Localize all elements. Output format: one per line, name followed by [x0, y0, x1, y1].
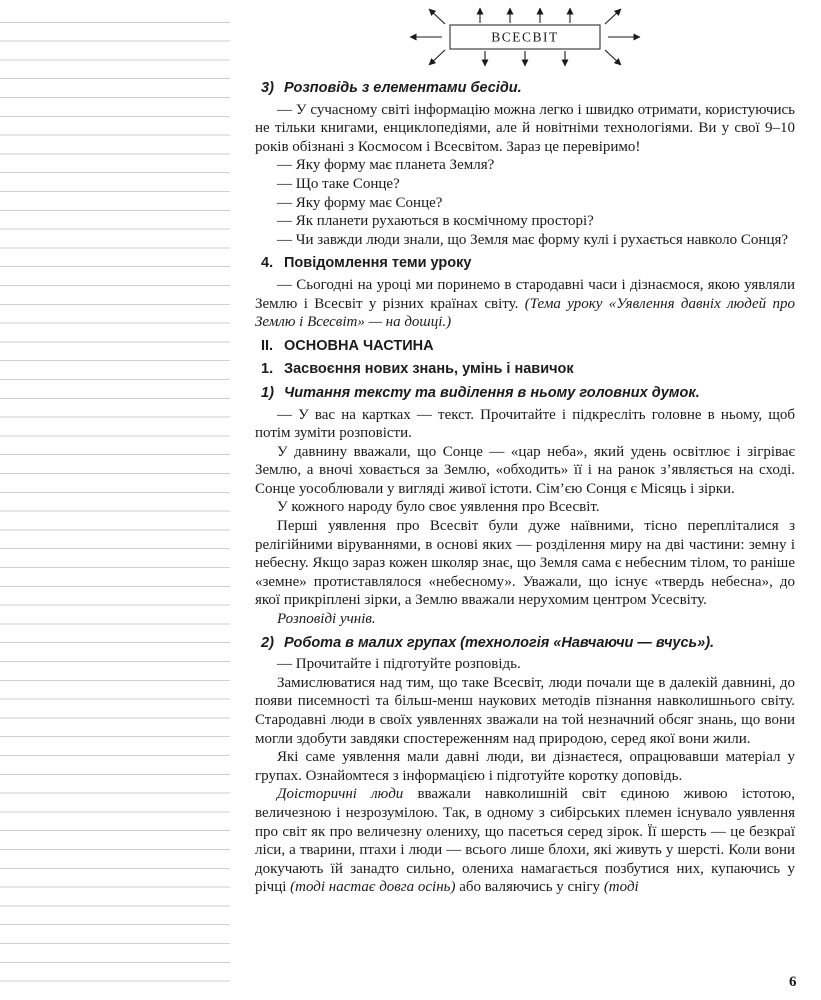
paragraph: У кожного народу було своє уявлення про Всесвіт. — [277, 499, 600, 516]
heading-number: 1) — [261, 384, 274, 401]
question-line: — Чи завжди люди знали, що Земля має форму кулі і рухається навколо Сонця? — [277, 231, 789, 248]
paragraph: — Прочитайте і підготуйте розповідь. — [277, 656, 521, 673]
section-heading — [261, 384, 795, 403]
diagram-label: ВСЕСВІТ — [491, 29, 559, 45]
page-content — [255, 0, 795, 897]
arrow-up-right-icon — [605, 9, 621, 24]
section-heading — [261, 254, 795, 273]
notebook-margin-lines — [0, 4, 230, 996]
paragraph: — У вас на картках — текст. Прочитайте і підкресліть головне в ньому, щоб потім зуміти розповісти. — [255, 406, 795, 442]
text-run: вважали навколишній світ єдиною живою істотою, величезною і незрозумілою. Так, в одному з сибірських племен існувало уявлення про світ як про величезну олениху, що пасеться серед зірок. Її шерсть — це безкраї ліси, а тварини, птахи і люди — всього лише блохи, які живуть у шерсті. Коли вони докучають їй занадто сильно, олениха намагається позбутися них, купаючись у річці — [255, 786, 795, 896]
heading-number: 2) — [261, 634, 274, 651]
arrow-down-left-icon — [429, 50, 445, 65]
paragraph-italic: Розповіді учнів. — [277, 611, 376, 628]
heading-text: ОСНОВНА ЧАСТИНА — [284, 337, 434, 354]
heading-text: Розповідь з елементами бесіди. — [284, 80, 522, 96]
heading-number: II. — [261, 337, 274, 354]
section-heading — [261, 337, 795, 356]
text-run-italic: (Тема уроку «Уявлення давніх людей про Землю і Всесвіт» — на дошці.) — [255, 295, 796, 331]
text-run-italic: Доісторичні люди — [277, 786, 404, 803]
page-number: 6 — [789, 974, 797, 990]
paragraph: Замислюватися над тим, що таке Всесвіт, люди почали ще в далекій давнині, до появи писемності та більш-менш наукових методів пізнання навколишнього світу. Стародавні люди в своїх уявленнях зважали на той незначний обсяг знань, що вони могли здобути завдяки спостереженням над природою, серед якої вони жили. — [255, 674, 795, 747]
heading-text: Повідомлення теми уроку — [284, 255, 472, 272]
paragraph: У давнину вважали, що Сонце — «цар неба», який удень освітлює і зігріває Землю, а вночі ховається за Землю, «обходить» її і на ранок з’являється на сході. Сонце уособлювали у вигляді живої істоти. Сім’єю Сонця є Місяць і зірки. — [255, 443, 795, 497]
arrow-up-left-icon — [429, 9, 445, 24]
heading-text: Робота в малих групах (технологія «Навчаючи — вчусь»). — [284, 634, 715, 651]
text-run: — Сьогодні на уроці ми поринемо в стародавні часи і дізнаємося, якою уявляли Землю і Всесвіт у різних країнах світу. — [255, 276, 795, 312]
universe-diagram-svg — [325, 2, 725, 72]
paragraph: Які саме уявлення мали давні люди, ви дізнаєтеся, опрацювавши матеріал у групах. Ознайомтеся з інформацією і підготуйте коротку доповідь. — [255, 749, 795, 784]
section-heading — [261, 634, 795, 653]
paragraph — [255, 276, 795, 332]
question-line: — Яку форму має планета Земля? — [277, 157, 495, 174]
heading-text: Читання тексту та виділення в ньому головних думок. — [284, 384, 700, 401]
paragraph — [255, 785, 795, 897]
text-run-italic: (тоді настає довга осінь) — [290, 879, 456, 896]
paragraph: Перші уявлення про Всесвіт були дуже наївними, тісно перепліталися з релігійними віруваннями, в основі яких — розділення миру на дві частини: земну і небесну. Якщо зараз кожен школяр знає, що Земля сама є небесним тілом, то раніше «земне» протиставлялося «небесному». Уважали, що існує «твердь небесна», до якої прикріплені зірки, а Землю вважали нерухомим центром Усесвіту. — [255, 518, 795, 609]
question-line: — Яку форму має Сонце? — [277, 194, 443, 211]
question-line: — Як планети рухаються в космічному просторі? — [277, 213, 594, 230]
question-line: — Що таке Сонце? — [277, 175, 400, 192]
universe-diagram — [255, 0, 795, 74]
paragraph: — У сучасному світі інформацію можна легко і швидко отримати, користуючись не тільки книгами, енциклопедіями, але й новітніми технологіями. Ви у свої 9–10 років обізнані з Космосом і Всесвітом. Зараз це перевіримо! — [255, 101, 795, 155]
text-run: або валяючись у снігу — [455, 879, 604, 896]
section-heading — [261, 360, 795, 379]
heading-number: 1. — [261, 361, 274, 378]
arrow-down-right-icon — [605, 50, 621, 65]
section-heading — [261, 79, 795, 98]
heading-text: Засвоєння нових знань, умінь і навичок — [284, 361, 574, 378]
heading-number: 4. — [261, 255, 274, 272]
heading-number: 3) — [261, 80, 274, 96]
text-run-italic: (тоді — [603, 879, 639, 896]
